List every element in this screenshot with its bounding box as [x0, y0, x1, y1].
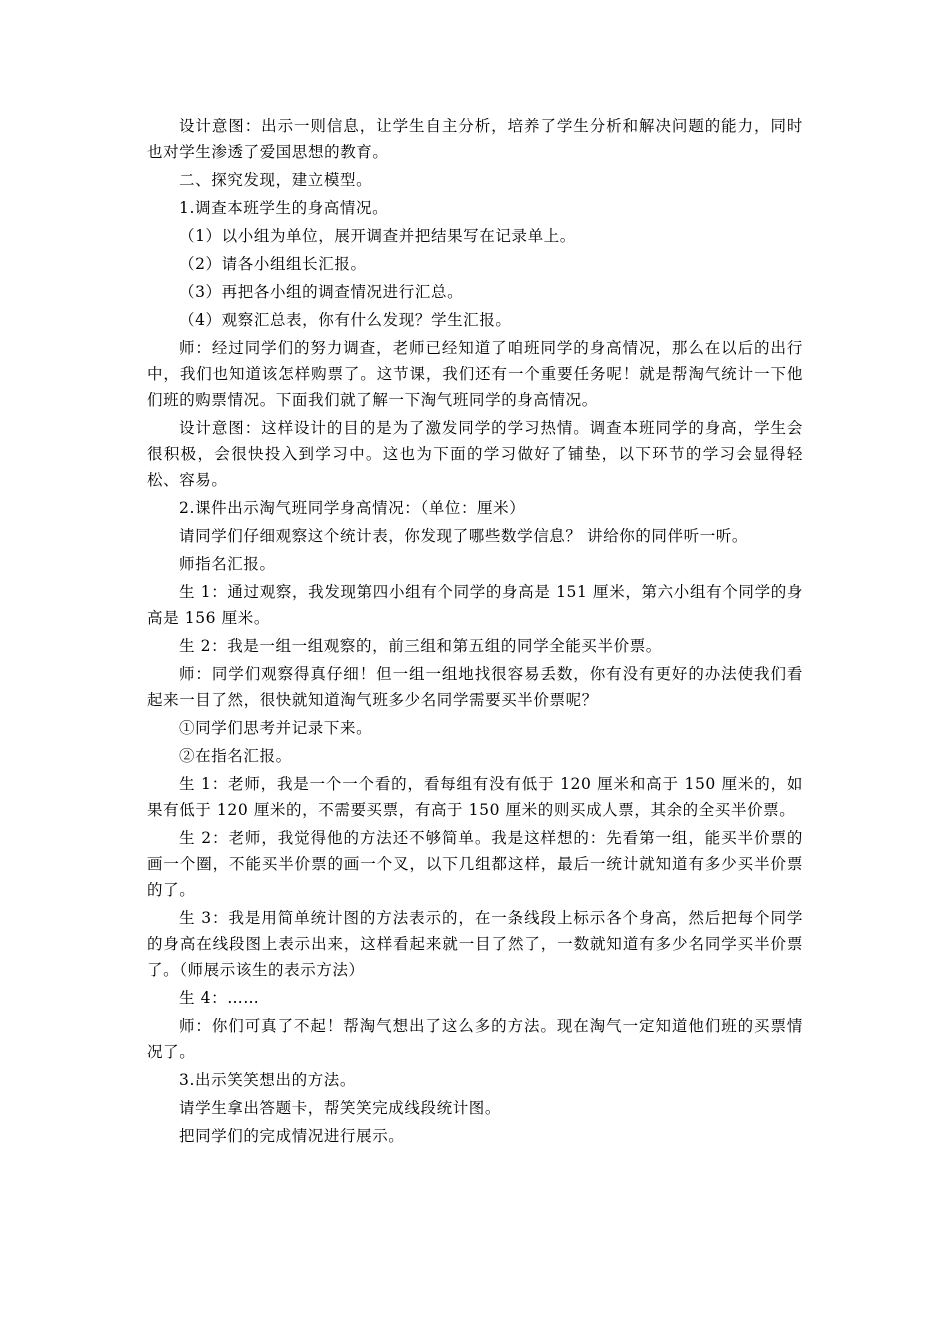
document-page [147, 113, 803, 1151]
observe-prompt: 请同学们仔细观察这个统计表，你发现了哪些数学信息？ 讲给你的同伴听一听。 [179, 527, 749, 545]
step-1-item-1: （1）以小组为单位，展开调查并把结果写在记录单上。 [179, 227, 576, 245]
step-1-item-4: （4）观察汇总表，你有什么发现？学生汇报。 [179, 311, 512, 329]
show-results: 把同学们的完成情况进行展示。 [179, 1127, 405, 1145]
teacher-remark-1: 师：经过同学们的努力调查，老师已经知道了咱班同学的身高情况，那么在以后的出行中，我们也知道该怎样购票了。这节课，我们还有一个重要任务呢！就是帮淘气统计一下他们班的购票情况。下面我们就了解一下淘气班同学的身高情况。 [147, 339, 803, 409]
paragraph-design-intent-2: 设计意图：这样设计的目的是为了激发同学的学习热情。调查本班同学的身高，学生会很积极，会很快投入到学习中。这也为下面的学习做好了铺垫，以下环节的学习会显得轻松、容易。 [147, 419, 803, 489]
step-3-heading: 3.出示笑笑想出的方法。 [179, 1071, 356, 1089]
list-item-circled-2: ②在指名汇报。 [179, 747, 292, 765]
teacher-remark-3: 师：你们可真了不起！帮淘气想出了这么多的方法。现在淘气一定知道他们班的买票情况了。 [147, 1017, 803, 1061]
section-heading-explore: 二、探究发现，建立模型。 [179, 171, 373, 189]
step-2-heading: 2.课件出示淘气班同学身高情况：（单位：厘米） [179, 499, 526, 517]
step-1-item-2: （2）请各小组组长汇报。 [179, 255, 367, 273]
list-item-circled-1: ①同学们思考并记录下来。 [179, 719, 373, 737]
student-3-answer: 生 3：我是用简单统计图的方法表示的，在一条线段上标示各个身高，然后把每个同学的身高在线段图上表示出来，这样看起来就一目了然了，一数就知道有多少名同学买半价票了。（师展示该生的表示方法） [147, 909, 803, 979]
student-4-answer: 生 4：…… [179, 989, 260, 1007]
answer-card-instruction: 请学生拿出答题卡，帮笑笑完成线段统计图。 [179, 1099, 502, 1117]
step-1-item-3: （3）再把各小组的调查情况进行汇总。 [179, 283, 464, 301]
step-1-heading: 1.调查本班学生的身高情况。 [179, 199, 389, 217]
student-2-answer-a: 生 2：我是一组一组观察的，前三组和第五组的同学全能买半价票。 [179, 637, 662, 655]
student-1-answer-b: 生 1：老师，我是一个一个看的，看每组有没有低于 120 厘米和高于 150 厘米的，如果有低于 120 厘米的，不需要买票，有高于 150 厘米的则买成人票，其余的全买半价票。 [147, 775, 803, 819]
teacher-call: 师指名汇报。 [179, 555, 276, 573]
teacher-remark-2: 师：同学们观察得真仔细！但一组一组地找很容易丢数，你有没有更好的办法使我们看起来一目了然，很快就知道淘气班多少名同学需要买半价票呢？ [147, 665, 803, 709]
student-2-answer-b: 生 2：老师，我觉得他的方法还不够简单。我是这样想的：先看第一组，能买半价票的画一个圈，不能买半价票的画一个叉，以下几组都这样，最后一统计就知道有多少买半价票的了。 [147, 829, 803, 899]
paragraph-design-intent-1: 设计意图：出示一则信息，让学生自主分析，培养了学生分析和解决问题的能力，同时也对学生渗透了爱国思想的教育。 [147, 117, 803, 161]
student-1-answer-a: 生 1：通过观察，我发现第四小组有个同学的身高是 151 厘米，第六小组有个同学的身高是 156 厘米。 [147, 583, 803, 627]
